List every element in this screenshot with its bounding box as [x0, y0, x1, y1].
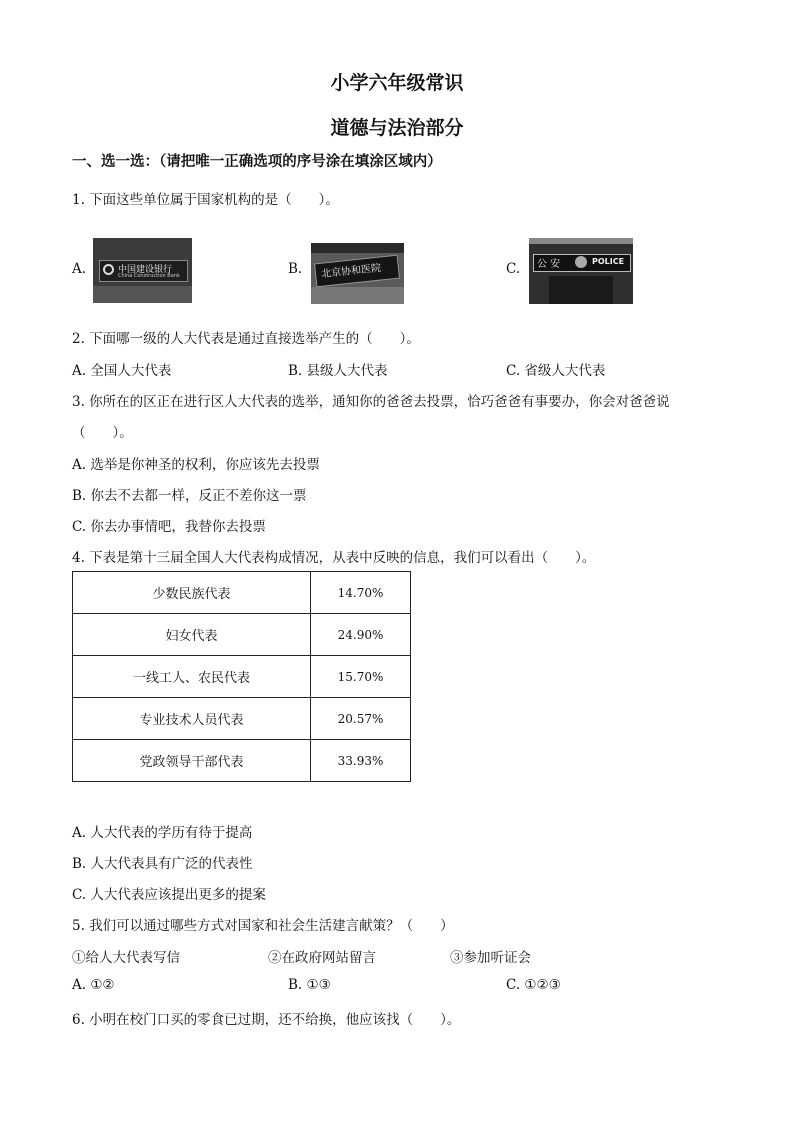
table-cell-value: 33.93%: [311, 740, 411, 782]
question-5-option-a[interactable]: A. ①②: [72, 977, 115, 993]
question-4-option-a[interactable]: A. 人大代表的学历有待于提高: [72, 825, 253, 841]
question-1-option-a-label[interactable]: A.: [72, 261, 87, 277]
question-5-option-b[interactable]: B. ①③: [288, 977, 331, 993]
table-row: [73, 614, 411, 656]
table-row: [73, 656, 411, 698]
table-cell-value: 14.70%: [311, 572, 411, 614]
question-1-option-b-label[interactable]: B.: [288, 261, 303, 277]
table-cell-label: 一线工人、农民代表: [73, 656, 311, 698]
bank-sign-photo: 中国建设银行 China Construction Bank: [93, 238, 192, 303]
question-3-stem-line-1: 3. 你所在的区正在进行区人大代表的选举，通知你的爸爸去投票，恰巧爸爸有事要办，你会对爸爸说: [72, 394, 670, 410]
question-5-item-2: ②在政府网站留言: [268, 950, 376, 966]
question-2-option-c[interactable]: C. 省级人大代表: [506, 363, 606, 379]
question-1-stem: 1. 下面这些单位属于国家机构的是（ ）。: [72, 192, 339, 208]
question-4-option-c[interactable]: C. 人大代表应该提出更多的提案: [72, 887, 266, 903]
question-2-option-a[interactable]: A. 全国人大代表: [72, 363, 172, 379]
police-sign-photo: 公 安 POLICE: [529, 238, 633, 304]
question-2-stem: 2. 下面哪一级的人大代表是通过直接选举产生的（ ）。: [72, 331, 420, 347]
page-title: 小学六年级常识: [330, 72, 464, 94]
table-row: [73, 740, 411, 782]
delegate-composition-table: [72, 571, 411, 782]
question-5-item-1: ①给人大代表写信: [72, 950, 180, 966]
question-3-option-b[interactable]: B. 你去不去都一样，反正不差你这一票: [72, 488, 307, 504]
table-cell-value: 20.57%: [311, 698, 411, 740]
question-5-stem: 5. 我们可以通过哪些方式对国家和社会生活建言献策？（ ）: [72, 918, 454, 934]
police-badge-icon: [575, 256, 587, 268]
section-heading: 一、选一选：（请把唯一正确选项的序号涂在填涂区域内）: [72, 153, 442, 170]
question-5-option-c[interactable]: C. ①②③: [506, 977, 561, 993]
table-row: [73, 572, 411, 614]
question-3-option-a[interactable]: A. 选举是你神圣的权利，你应该先去投票: [72, 457, 320, 473]
table-cell-value: 24.90%: [311, 614, 411, 656]
question-4-stem: 4. 下表是第十三届全国人大代表构成情况，从表中反映的信息，我们可以看出（ ）。: [72, 550, 596, 566]
question-6-stem: 6. 小明在校门口买的零食已过期，还不给换，他应该找（ ）。: [72, 1012, 461, 1028]
table-cell-label: 专业技术人员代表: [73, 698, 311, 740]
table-cell-label: 妇女代表: [73, 614, 311, 656]
question-1-option-c-label[interactable]: C.: [506, 261, 521, 277]
bank-logo-icon: [103, 264, 114, 275]
gate-plaque-photo: 北京协和医院: [311, 243, 404, 304]
question-4-option-b[interactable]: B. 人大代表具有广泛的代表性: [72, 856, 253, 872]
question-2-option-b[interactable]: B. 县级人大代表: [288, 363, 388, 379]
question-3-stem-line-2: （ ）。: [72, 425, 133, 441]
table-cell-label: 少数民族代表: [73, 572, 311, 614]
page-subtitle: 道德与法治部分: [330, 117, 464, 139]
table-cell-value: 15.70%: [311, 656, 411, 698]
table-row: [73, 698, 411, 740]
table-cell-label: 党政领导干部代表: [73, 740, 311, 782]
question-5-item-3: ③参加听证会: [450, 950, 531, 966]
question-3-option-c[interactable]: C. 你去办事情吧，我替你去投票: [72, 519, 266, 535]
